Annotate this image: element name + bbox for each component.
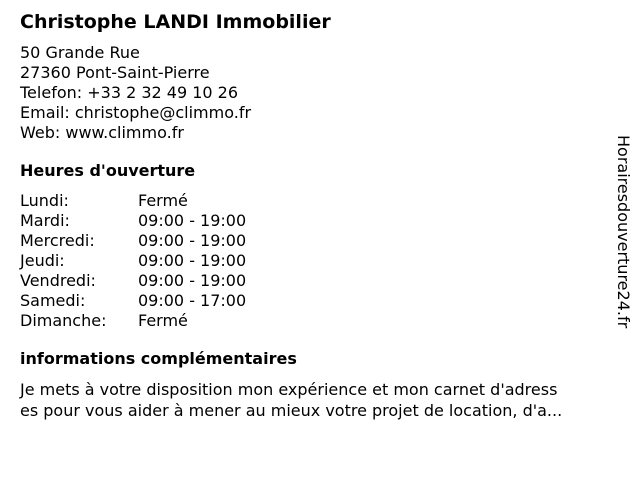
opening-hours-heading: Heures d'ouverture — [20, 161, 196, 180]
hours-time: Fermé — [138, 311, 188, 330]
hours-time: 09:00 - 17:00 — [138, 291, 247, 310]
watermark: Horairesdouverture24.fr — [614, 135, 633, 329]
address-city: 27360 Pont-Saint-Pierre — [20, 63, 210, 82]
website: Web: www.climmo.fr — [20, 123, 184, 142]
opening-hours-table — [20, 191, 600, 331]
additional-info-heading: informations complémentaires — [20, 349, 297, 368]
email-address: Email: christophe@climmo.fr — [20, 103, 252, 122]
hours-row-saturday — [20, 291, 600, 311]
address-street: 50 Grande Rue — [20, 43, 140, 62]
hours-day: Jeudi: — [20, 251, 65, 270]
hours-row-tuesday — [20, 211, 600, 231]
hours-day: Dimanche: — [20, 311, 107, 330]
additional-info-line-2: es pour vous aider à mener au mieux votre projet de location, d'a... — [20, 401, 563, 420]
phone-number: Telefon: +33 2 32 49 10 26 — [20, 83, 239, 102]
hours-day: Lundi: — [20, 191, 69, 210]
hours-time: 09:00 - 19:00 — [138, 231, 247, 250]
business-name: Christophe LANDI Immobilier — [20, 11, 331, 33]
hours-time: 09:00 - 19:00 — [138, 271, 247, 290]
hours-time: Fermé — [138, 191, 188, 210]
hours-day: Vendredi: — [20, 271, 96, 290]
hours-day: Mercredi: — [20, 231, 95, 250]
business-card — [20, 10, 600, 421]
hours-day: Samedi: — [20, 291, 86, 310]
hours-time: 09:00 - 19:00 — [138, 251, 247, 270]
additional-info-line-1: Je mets à votre disposition mon expérience et mon carnet d'adress — [20, 380, 558, 399]
hours-row-wednesday — [20, 231, 600, 251]
hours-row-sunday — [20, 311, 600, 331]
hours-time: 09:00 - 19:00 — [138, 211, 247, 230]
hours-row-monday — [20, 191, 600, 211]
hours-row-friday — [20, 271, 600, 291]
hours-day: Mardi: — [20, 211, 70, 230]
hours-row-thursday — [20, 251, 600, 271]
